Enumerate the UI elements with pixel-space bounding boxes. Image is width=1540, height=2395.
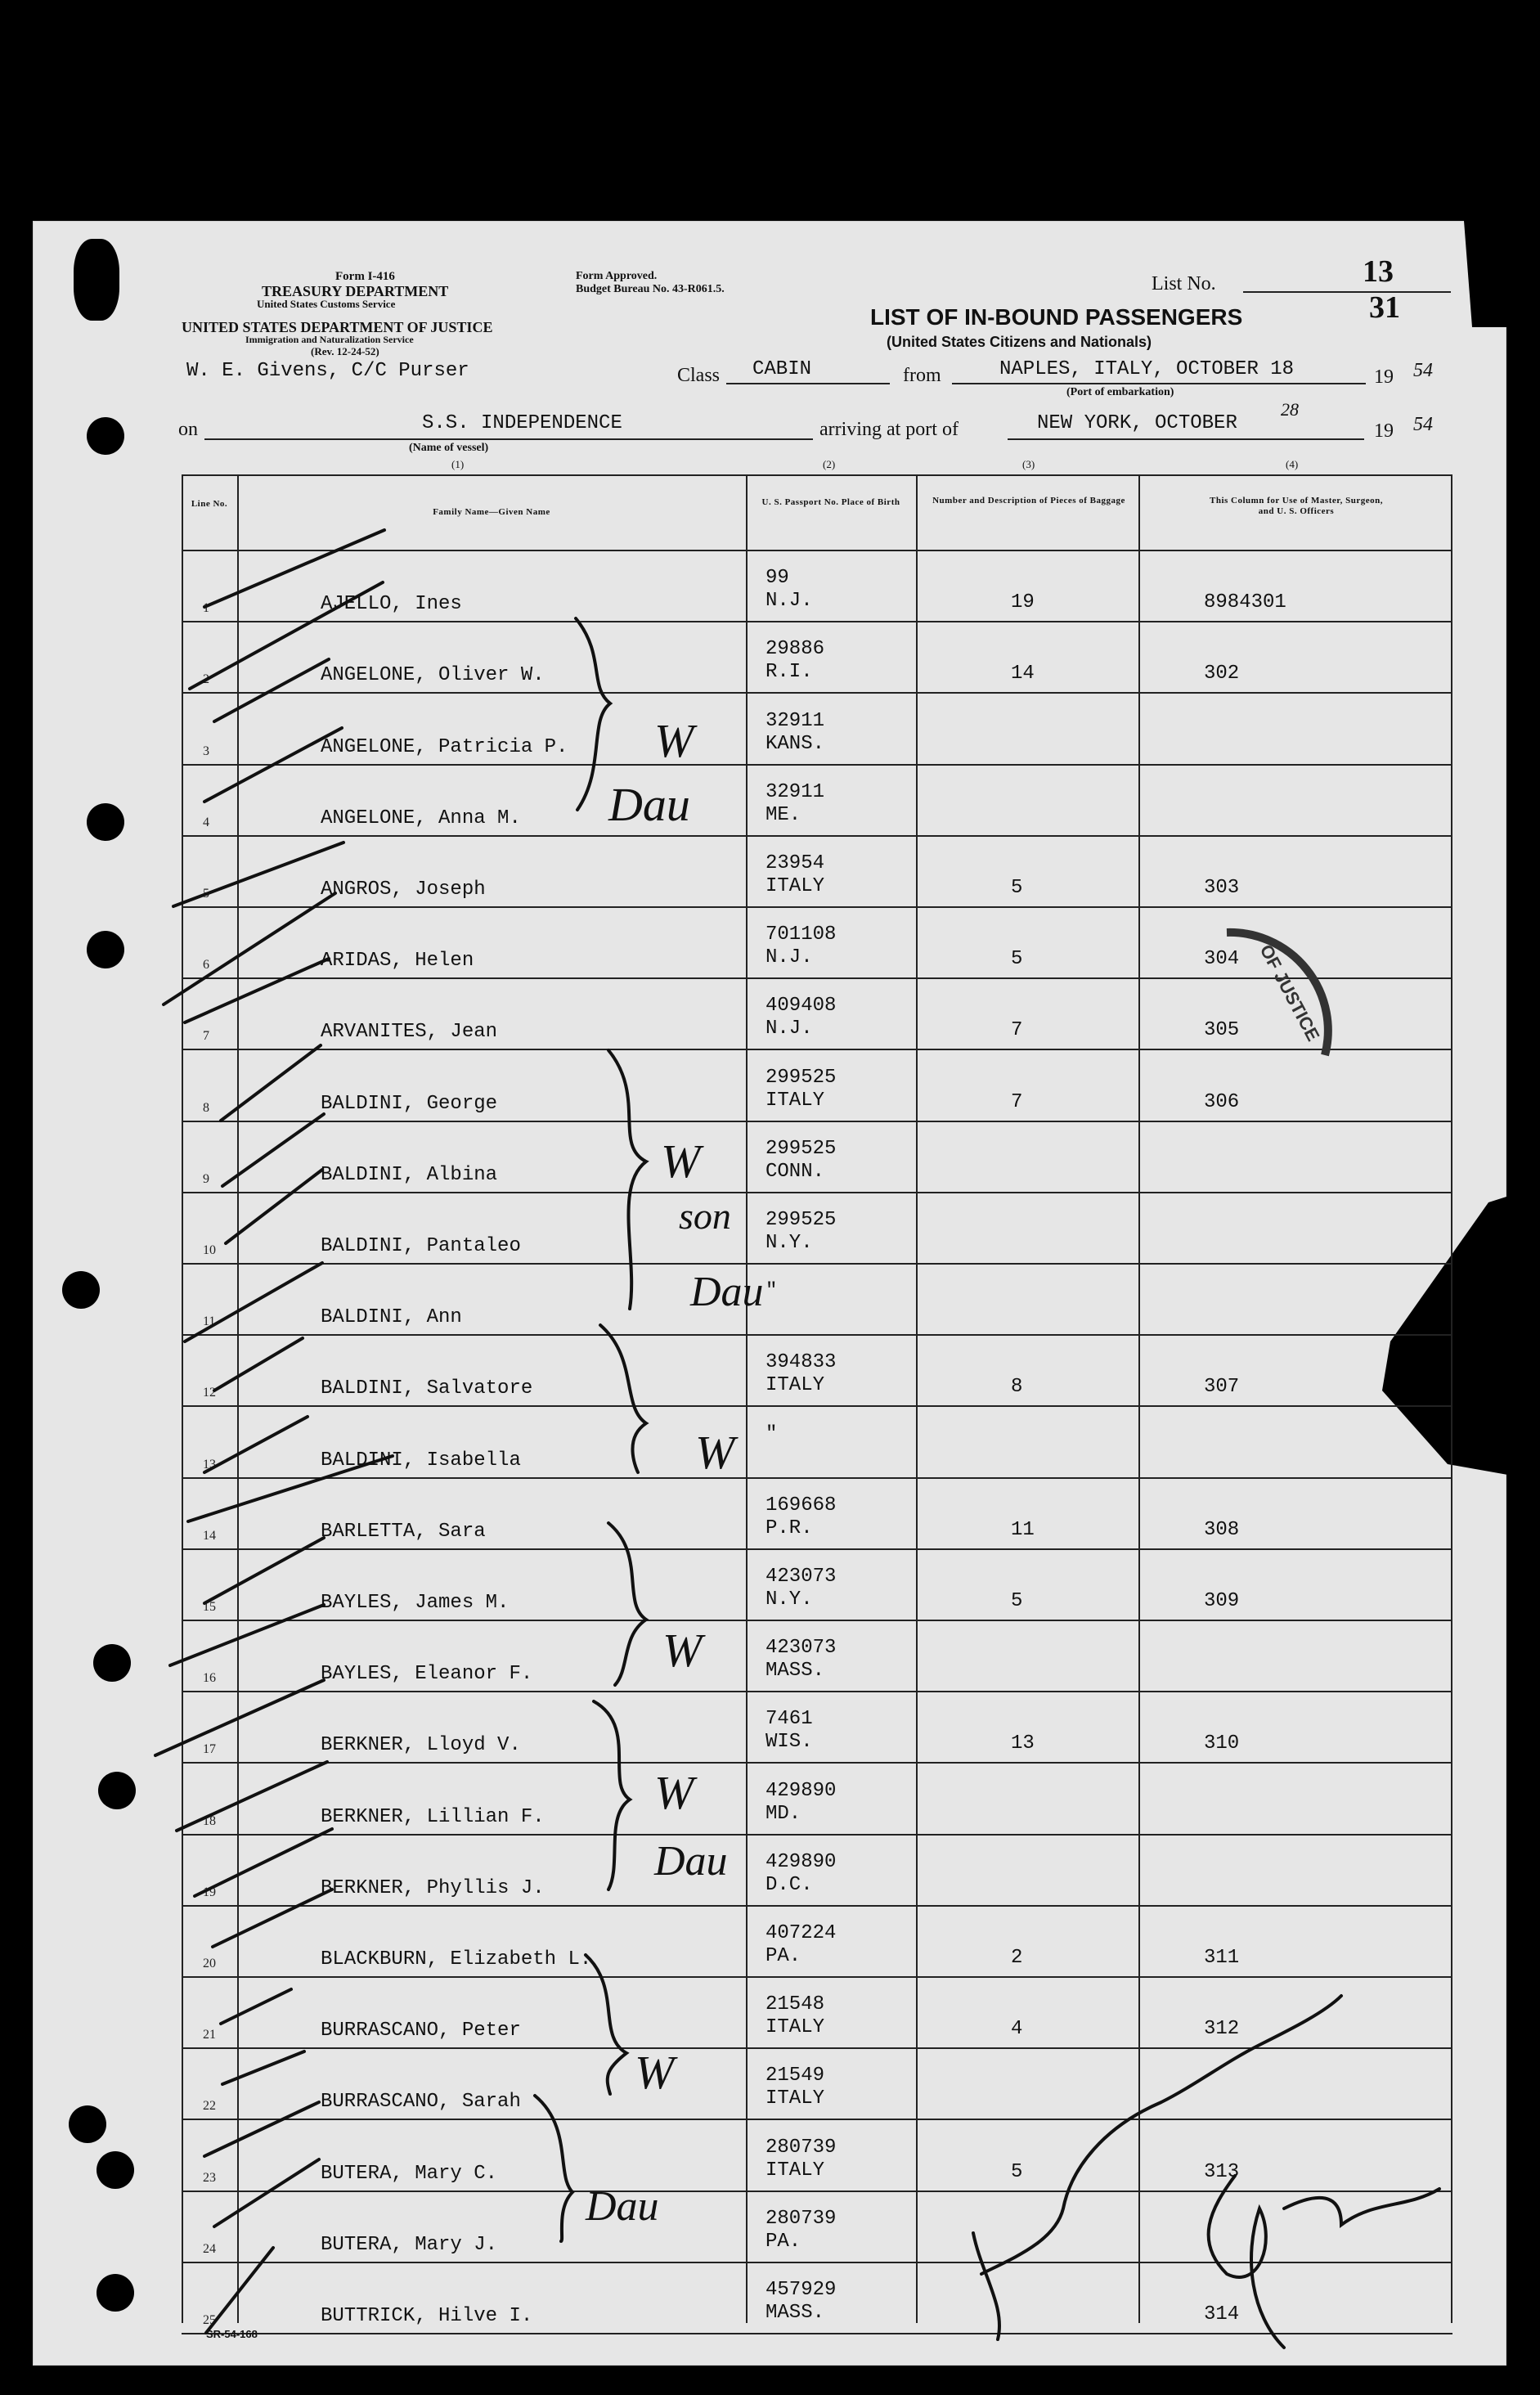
officer-number: 307 (1204, 1376, 1240, 1398)
line-number: 21 (203, 2028, 216, 2042)
birthplace: ITALY (766, 2016, 825, 2038)
officer-number: 302 (1204, 663, 1240, 685)
passport-number: 99 (766, 567, 789, 589)
col-header-line: Line No. (191, 499, 228, 509)
passenger-name: AJELLO, Ines (321, 593, 462, 615)
birthplace: D.C. (766, 1874, 813, 1896)
purser: W. E. Givens, C/C Purser (186, 360, 469, 382)
col-header-name: Family Name—Given Name (433, 507, 550, 517)
line-number: 6 (203, 958, 209, 972)
line-number: 7 (203, 1029, 209, 1043)
passport-number: 299525 (766, 1067, 837, 1089)
birthplace: N.J. (766, 946, 813, 968)
line-number: 18 (203, 1814, 216, 1828)
treasury-dept: TREASURY DEPARTMENT (262, 283, 449, 299)
officer-number: 305 (1204, 1019, 1240, 1041)
baggage-count: 11 (1011, 1519, 1035, 1541)
svg-text:OF JUSTICE: OF JUSTICE (1255, 941, 1324, 1045)
year-1: 54 (1413, 360, 1433, 381)
line-number: 24 (203, 2242, 216, 2256)
justice-dept: UNITED STATES DEPARTMENT OF JUSTICE (182, 319, 493, 335)
passenger-name: BALDINI, George (321, 1093, 498, 1115)
passenger-name: BLACKBURN, Elizabeth L. (321, 1948, 592, 1970)
passenger-name: ANGROS, Joseph (321, 878, 486, 901)
passport-number: 21548 (766, 1993, 825, 2015)
on-label: on (178, 419, 198, 440)
baggage-count: 5 (1011, 948, 1023, 970)
note-w: W (695, 1426, 735, 1479)
list-no-label: List No. (1152, 273, 1216, 294)
passenger-name: ANGELONE, Patricia P. (321, 736, 568, 758)
note-dau: Dau (690, 1269, 764, 1315)
passenger-name: BURRASCANO, Peter (321, 2020, 521, 2042)
passport-number: 280739 (766, 2137, 837, 2159)
passport-number: 429890 (766, 1780, 837, 1802)
baggage-count: 19 (1011, 591, 1035, 613)
passenger-name: ANGELONE, Anna M. (321, 807, 521, 829)
col-header-officers: This Column for Use of Master, Surgeon, and U. S. Officers (1209, 496, 1383, 516)
col-num-1: (1) (451, 458, 465, 470)
col-num-2: (2) (823, 458, 836, 470)
birthplace: ME. (766, 804, 801, 826)
passenger-name: BALDINI, Albina (321, 1164, 498, 1186)
note-w: W (635, 2046, 675, 2099)
officer-number: 306 (1204, 1091, 1240, 1113)
passport-number: 32911 (766, 781, 825, 803)
passport-number: 29886 (766, 638, 825, 660)
line-number: 22 (203, 2099, 216, 2113)
passport-number: 299525 (766, 1138, 837, 1160)
officer-number: 314 (1204, 2303, 1240, 2325)
baggage-count: 5 (1011, 877, 1023, 899)
line-number: 5 (203, 887, 209, 901)
passport-number: 169668 (766, 1494, 837, 1517)
birthplace: KANS. (766, 733, 825, 755)
year-prefix-2: 19 (1374, 420, 1394, 442)
passenger-name: BERKNER, Lloyd V. (321, 1734, 521, 1756)
birthplace: ITALY (766, 875, 825, 897)
baggage-count: 13 (1011, 1732, 1035, 1755)
page-subtitle: (United States Citizens and Nationals) (887, 334, 1152, 350)
line-number: 19 (203, 1885, 216, 1899)
line-number: 25 (203, 2313, 216, 2327)
line-number: 14 (203, 1529, 216, 1543)
officer-number: 308 (1204, 1519, 1240, 1541)
line-number: 15 (203, 1600, 216, 1614)
port-embarkation-label: (Port of embarkation) (1066, 386, 1174, 398)
form-approved: Form Approved. (576, 270, 658, 282)
note-w: W (654, 714, 694, 767)
passenger-name: ARIDAS, Helen (321, 950, 474, 972)
ins-name: Immigration and Naturalization Service (245, 334, 414, 345)
passenger-name: BUTERA, Mary C. (321, 2163, 498, 2185)
passenger-name: BARLETTA, Sara (321, 1521, 486, 1543)
passenger-name: BUTERA, Mary J. (321, 2234, 498, 2256)
form-number: Form I-416 (335, 270, 395, 283)
passport-number: 407224 (766, 1922, 837, 1944)
birthplace: P.R. (766, 1517, 813, 1539)
passport-number: 429890 (766, 1851, 837, 1873)
officer-number: 311 (1204, 1947, 1240, 1969)
passport-number: 701108 (766, 923, 837, 946)
customs-service: United States Customs Service (257, 298, 396, 310)
officer-number: 303 (1204, 877, 1240, 899)
birthplace: MD. (766, 1803, 801, 1825)
baggage-count: 4 (1011, 2018, 1023, 2040)
from-value: NAPLES, ITALY, OCTOBER 18 (999, 358, 1295, 380)
passenger-name: BERKNER, Phyllis J. (321, 1877, 545, 1899)
revision: (Rev. 12-24-52) (311, 345, 379, 357)
passport-number: 394833 (766, 1351, 837, 1373)
passport-number: 32911 (766, 710, 825, 732)
passenger-name: ARVANITES, Jean (321, 1021, 498, 1043)
line-number: 17 (203, 1742, 216, 1756)
list-no-1: 13 (1363, 254, 1394, 289)
note-w: W (662, 1624, 703, 1677)
line-number: 12 (203, 1386, 216, 1400)
baggage-count: 2 (1011, 1947, 1023, 1969)
birthplace: CONN. (766, 1161, 825, 1183)
passport-number: 423073 (766, 1566, 837, 1588)
class-label: Class (677, 365, 721, 386)
col-num-3: (3) (1022, 458, 1035, 470)
birthplace: N.J. (766, 1018, 813, 1040)
passenger-name: BALDINI, Pantaleo (321, 1235, 521, 1257)
note-son: son (679, 1195, 731, 1237)
officer-number: 304 (1204, 948, 1240, 970)
birthplace: N.Y. (766, 1588, 813, 1611)
arrival-day: 28 (1281, 399, 1299, 420)
passport-number: 423073 (766, 1637, 837, 1659)
birthplace: ITALY (766, 2159, 825, 2182)
class-value: CABIN (752, 358, 812, 380)
birthplace: MASS. (766, 1660, 825, 1682)
officer-number: 313 (1204, 2161, 1240, 2183)
line-number: 23 (203, 2171, 216, 2185)
list-no-2: 31 (1369, 290, 1400, 325)
passenger-name: BALDINI, Salvatore (321, 1377, 533, 1400)
year-2: 54 (1413, 414, 1433, 435)
passenger-name: BALDINI, Ann (321, 1306, 462, 1328)
officer-number: 8984301 (1204, 591, 1286, 613)
budget-bureau: Budget Bureau No. 43-R061.5. (576, 283, 725, 295)
arrival-port: NEW YORK, OCTOBER (1037, 412, 1237, 434)
note-dau: Dau (654, 1838, 728, 1885)
line-number: 16 (203, 1671, 216, 1685)
birthplace: PA. (766, 1945, 801, 1967)
line-number: 4 (203, 816, 209, 829)
line-number: 1 (203, 601, 209, 615)
baggage-count: 5 (1011, 1590, 1023, 1612)
birthplace: R.I. (766, 661, 813, 683)
baggage-count: 14 (1011, 663, 1035, 685)
birthplace: ITALY (766, 2087, 825, 2110)
vessel-name: S.S. INDEPENDENCE (422, 412, 622, 434)
from-label: from (903, 365, 941, 386)
passport-number: 457929 (766, 2279, 837, 2301)
passport-number: " (766, 1423, 778, 1445)
line-number: 10 (203, 1243, 216, 1257)
passport-number: 23954 (766, 852, 825, 874)
line-number: 9 (203, 1172, 209, 1186)
passport-number: 7461 (766, 1708, 813, 1730)
birthplace: WIS. (766, 1731, 813, 1753)
birthplace: N.Y. (766, 1232, 813, 1254)
passport-number: 409408 (766, 995, 837, 1017)
passport-number: " (766, 1280, 778, 1302)
col-num-4: (4) (1286, 458, 1299, 470)
page-title: LIST OF IN-BOUND PASSENGERS (870, 304, 1243, 330)
birthplace: PA. (766, 2231, 801, 2253)
passenger-name: BERKNER, Lillian F. (321, 1806, 545, 1828)
form-code: SR-54-168 (206, 2328, 258, 2340)
line-number: 13 (203, 1458, 216, 1472)
note-w: W (661, 1135, 701, 1188)
officer-number: 312 (1204, 2018, 1240, 2040)
baggage-count: 7 (1011, 1019, 1023, 1041)
passenger-name: ANGELONE, Oliver W. (321, 664, 545, 686)
passenger-name: BALDINI, Isabella (321, 1449, 521, 1472)
vessel-label: (Name of vessel) (409, 442, 489, 454)
note-dau: Dau (608, 778, 690, 831)
passport-number: 21549 (766, 2065, 825, 2087)
passport-number: 299525 (766, 1209, 837, 1231)
birthplace: MASS. (766, 2302, 825, 2324)
note-w: W (654, 1766, 694, 1819)
passenger-name: BAYLES, Eleanor F. (321, 1663, 533, 1685)
birthplace: N.J. (766, 590, 813, 612)
line-number: 20 (203, 1957, 216, 1970)
col-header-passport: U. S. Passport No. Place of Birth (761, 497, 900, 507)
line-number: 8 (203, 1101, 209, 1115)
arriving-label: arriving at port of (819, 419, 959, 440)
officer-number: 310 (1204, 1732, 1240, 1755)
baggage-count: 7 (1011, 1091, 1023, 1113)
baggage-count: 8 (1011, 1376, 1023, 1398)
passenger-name: BUTTRICK, Hilve I. (321, 2305, 533, 2327)
officer-number: 309 (1204, 1590, 1240, 1612)
baggage-count: 5 (1011, 2161, 1023, 2183)
line-number: 11 (203, 1314, 216, 1328)
line-number: 3 (203, 744, 209, 758)
col-header-baggage: Number and Description of Pieces of Baggage (932, 496, 1125, 506)
passenger-name: BURRASCANO, Sarah (321, 2091, 521, 2113)
passenger-name: BAYLES, James M. (321, 1592, 510, 1614)
line-number: 2 (203, 672, 209, 686)
note-dau: Dau (586, 2183, 659, 2230)
birthplace: ITALY (766, 1090, 825, 1112)
year-prefix-1: 19 (1374, 366, 1394, 388)
birthplace: ITALY (766, 1374, 825, 1396)
passport-number: 280739 (766, 2208, 837, 2230)
